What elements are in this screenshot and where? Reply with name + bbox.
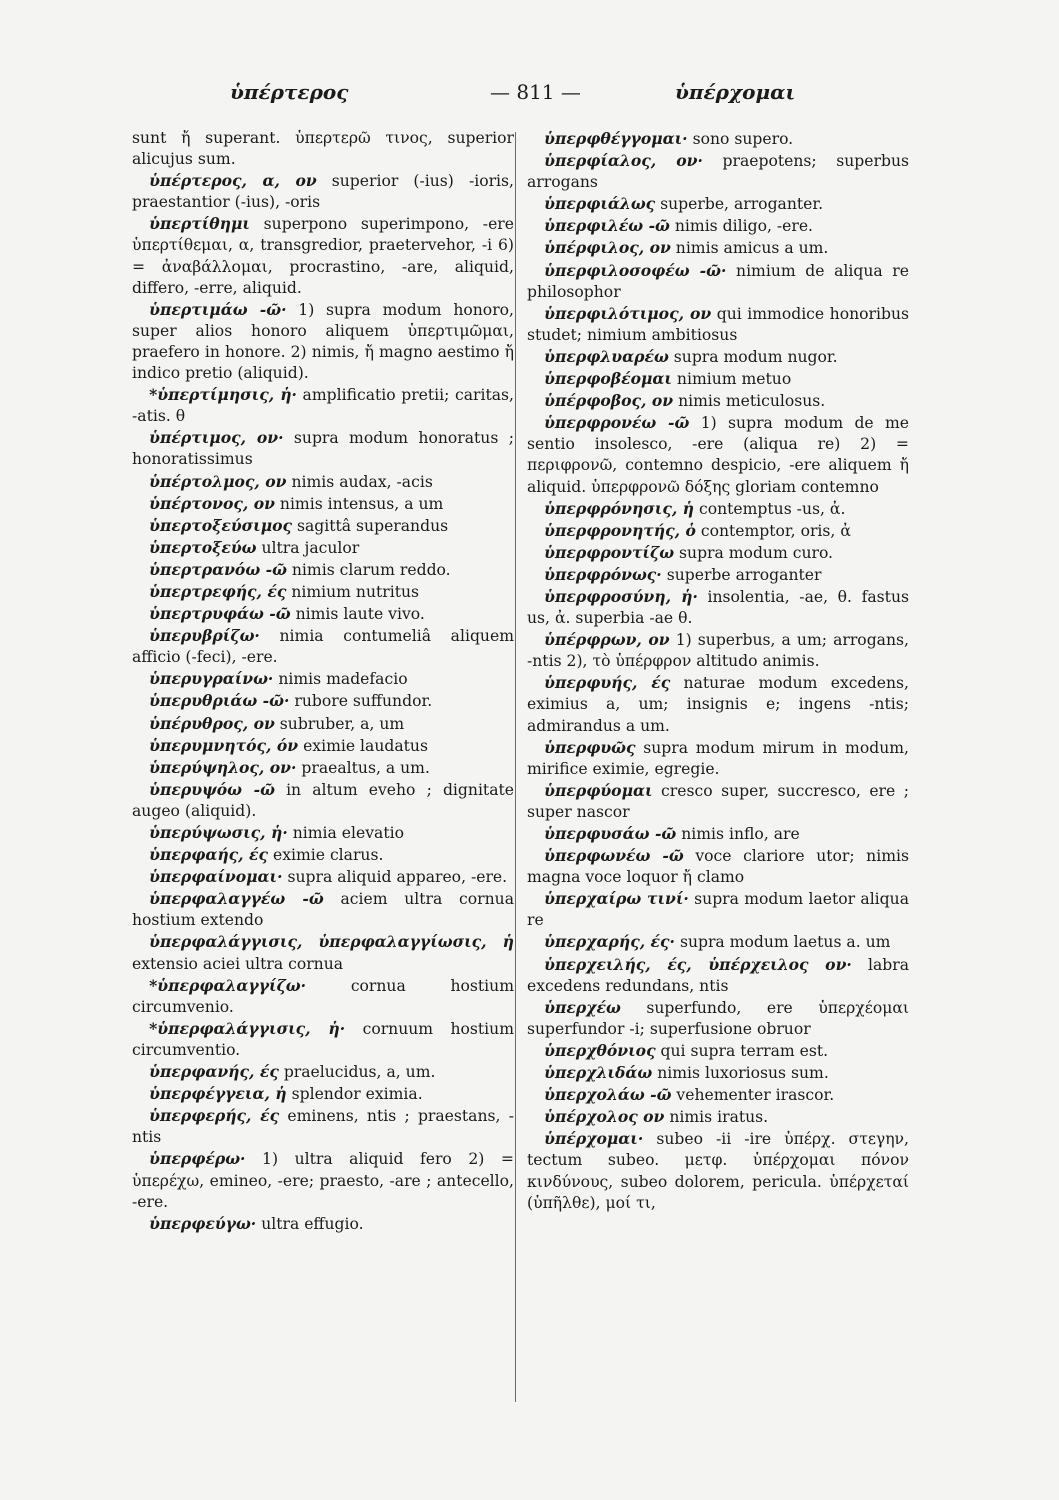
entry-headword: ὑπερυθριάω -ῶ·: [149, 691, 290, 711]
entry-definition: 1) supra modum honoro, super alios honoro aliquem ὑπερτιμῶμαι, praefero in honore. 2) nimis, ἤ magno aestimo ἤ indico pretio (aliquid).: [132, 300, 514, 383]
entry-definition: nimis meticulosus.: [678, 392, 826, 411]
entry-definition: 1) superbus, a um; arrogans, -ntis 2), τὸ ὑπέρφρον altitudo animis.: [527, 631, 909, 671]
entry-headword: *ὑπερφαλαγγίζω·: [149, 975, 307, 995]
dictionary-entry: [527, 954, 909, 997]
entry-headword: *ὑπερτίμησις, ἡ·: [149, 385, 297, 405]
entry-definition: praelucidus, a, um.: [283, 1063, 436, 1082]
entry-definition: naturae modum excedens, eximius a, um; insignis e; ingens -ntis; admirandus a um.: [527, 674, 909, 735]
dictionary-entry: [527, 128, 909, 150]
entry-headword: ὑπερτρυφάω -ῶ: [149, 604, 291, 624]
dictionary-entry: [132, 213, 514, 298]
dictionary-entry: [527, 823, 909, 845]
entry-headword: ὑπερφιλοσοφέω -ῶ·: [544, 260, 727, 280]
dictionary-entry: [527, 193, 909, 215]
dictionary-entry: [132, 690, 514, 712]
dictionary-entry: [132, 427, 514, 470]
entry-definition: sagittâ superandus: [297, 516, 449, 535]
entry-headword: ὑπέρχολος ον: [544, 1107, 665, 1127]
dictionary-entry: [132, 559, 514, 581]
dictionary-entry: [132, 1213, 514, 1235]
entry-headword: ὑπέρφρων, ον: [544, 630, 670, 650]
entry-definition: 1) supra modum de me sentio insolesco, -ere (aliqua re) 2) = περιφρονῶ, contemno despicio, -ere aliquem ἤ aliquid. ὑπερφρονῶ δόξης gloriam contemno: [527, 414, 909, 496]
entry-definition: nimium nutritus: [291, 582, 420, 601]
entry-definition: superbe arroganter: [666, 565, 822, 584]
entry-definition: sono supero.: [692, 130, 794, 148]
entry-headword: ὑπερύψηλος, ον·: [149, 757, 297, 777]
dictionary-entry: [132, 1148, 514, 1212]
entry-definition: supra modum curo.: [679, 543, 834, 562]
dictionary-entry: [527, 303, 909, 346]
entry-headword: ὑπέρφιλος, ον: [544, 238, 671, 258]
entry-definition: amplificatio pretii; caritas, -atis. θ: [132, 386, 514, 426]
entry-definition: nimia elevatio: [292, 824, 404, 842]
dictionary-entry: [132, 1105, 514, 1148]
dictionary-entry: [132, 170, 514, 213]
entry-headword: ὑπερφωνέω -ῶ: [544, 846, 684, 866]
dictionary-entry: [527, 215, 909, 237]
entry-definition: nimium metuo: [676, 370, 792, 389]
entry-headword: ὑπερφυής, ές: [544, 673, 671, 693]
entry-definition: nimis inflo, are: [681, 825, 800, 843]
entry-definition: eminens, ntis ; praestans, -ntis: [132, 1107, 514, 1147]
entry-definition: contemptor, oris, ἀ: [700, 521, 851, 540]
right-column: [527, 128, 909, 1418]
entry-headword: ὑπερφιάλως: [544, 194, 656, 214]
dictionary-entry: [527, 237, 909, 259]
entry-definition: cornua hostium circumvenio.: [132, 976, 514, 1016]
entry-definition: nimis madefacio: [278, 670, 408, 689]
entry-definition: qui supra terram est.: [660, 1041, 829, 1060]
dictionary-entry: [132, 299, 514, 384]
page-number: — 811 —: [490, 80, 581, 104]
dictionary-entry: [527, 150, 909, 193]
dictionary-entry: [527, 737, 909, 780]
entry-headword: ὑπερφυῶς: [544, 737, 636, 757]
entry-headword: ὑπερφεύγω·: [149, 1213, 257, 1233]
entry-definition: nimis luxoriosus sum.: [657, 1064, 829, 1083]
entry-definition: superfundo, ere ὑπερχέομαι superfundor -i; superfusione obruor: [527, 998, 909, 1038]
entry-headword: ὑπέρτιμος, ον·: [149, 428, 284, 448]
entry-definition: praepotens; superbus arrogans: [527, 152, 909, 192]
entry-headword: ὑπερτίθημι: [149, 214, 250, 234]
dictionary-entry: [132, 822, 514, 844]
entry-headword: ὑπερφιλότιμος, ον: [544, 303, 712, 323]
dictionary-entry: [527, 368, 909, 390]
entry-definition: nimis diligo, -ere.: [674, 217, 814, 236]
dictionary-entry: [527, 888, 909, 931]
entry-headword: ὑπέρτερος, α, ον: [149, 171, 317, 191]
dictionary-entry: [527, 260, 909, 303]
dictionary-entry: [132, 844, 514, 866]
entry-definition: labra excedens redundans, ntis: [527, 955, 909, 995]
entry-headword: ὑπερτοξεύσιμος: [149, 515, 293, 535]
dictionary-entry: [132, 735, 514, 757]
dictionary-entry: [132, 493, 514, 515]
dictionary-entry: [132, 713, 514, 735]
entry-definition: splendor eximia.: [291, 1085, 423, 1104]
entry-headword: ὑπέρφοβος, ον: [544, 391, 674, 411]
entry-headword: ὑπερφρονητής, ὁ: [544, 520, 696, 540]
dictionary-entry: [527, 1062, 909, 1084]
entry-headword: ὑπερχαρής, ές·: [544, 932, 675, 952]
dictionary-entry: [132, 581, 514, 603]
dictionary-entry: [527, 780, 909, 823]
dictionary-entry: [527, 498, 909, 520]
entry-definition: ultra jaculor: [261, 538, 360, 557]
entry-definition: extensio aciei ultra cornua: [132, 954, 344, 973]
entry-definition: praealtus, a um.: [301, 758, 430, 777]
entry-definition: nimia contumeliâ aliquem afficio (-feci), -ere.: [132, 627, 514, 667]
dictionary-entry: [132, 931, 514, 974]
dictionary-entry: [527, 931, 909, 953]
entry-headword: ὑπερφρονέω -ῶ: [544, 413, 690, 433]
entry-definition: eximie laudatus: [303, 736, 428, 755]
dictionary-entry: [527, 520, 909, 542]
entry-definition: nimis intensus, a um: [279, 494, 444, 513]
dictionary-entry: [527, 672, 909, 736]
entry-headword: ὑπερφρόνησις, ἡ: [544, 498, 695, 518]
dictionary-entry: [527, 845, 909, 888]
entry-headword: ὑπερφαής, ές: [149, 845, 269, 865]
entry-headword: ὑπέρτολμος, ον: [149, 471, 287, 491]
entry-headword: ὑπερφλυαρέω: [544, 346, 669, 366]
entry-definition: cresco super, succresco, ere ; super nascor: [527, 781, 909, 821]
left-guide-word: ὑπέρτερος: [230, 80, 349, 104]
dictionary-entry: [132, 888, 514, 931]
entry-definition: eximie clarus.: [272, 846, 384, 865]
dictionary-entry: [527, 346, 909, 368]
dictionary-entry: [132, 128, 514, 170]
entry-headword: ὑπερχλιδάω: [544, 1063, 653, 1083]
entry-definition: 1) ultra aliquid fero 2) = ὑπερέχω, emineo, -ere; praesto, -are ; antecello, -ere.: [132, 1150, 514, 1211]
left-column: [132, 128, 514, 1418]
entry-definition: supra modum mirum in modum, mirifice eximie, egregie.: [527, 738, 909, 778]
entry-headword: ὑπερχειλής, ές, ὑπέρχειλος ον·: [544, 954, 852, 974]
entry-headword: ὑπερφθέγγομαι·: [544, 129, 688, 148]
dictionary-entry: [527, 629, 909, 672]
dictionary-entry: [132, 668, 514, 690]
entry-definition: subruber, a, um: [279, 714, 405, 733]
entry-headword: ὑπερτοξεύω: [149, 537, 257, 557]
entry-definition: vehementer irascor.: [676, 1086, 835, 1105]
entry-headword: ὑπερφαίνομαι·: [149, 867, 283, 887]
dictionary-entry: [527, 1128, 909, 1213]
entry-definition: sunt ἤ superant. ὑπερτερῶ τινος, superior alicujus sum.: [132, 129, 514, 169]
entry-headword: ὑπερφιλέω -ῶ: [544, 216, 670, 236]
entry-headword: ὑπερυβρίζω·: [149, 626, 260, 646]
dictionary-entry: [527, 542, 909, 564]
page-header: [130, 80, 950, 110]
dictionary-entry: [132, 1083, 514, 1105]
entry-headword: ὑπερφροσύνη, ἡ·: [544, 586, 698, 606]
entry-headword: ὑπερφαλαγγέω -ῶ: [149, 889, 324, 909]
dictionary-entry: [132, 757, 514, 779]
dictionary-entry: [132, 384, 514, 427]
dictionary-entry: [527, 1106, 909, 1128]
dictionary-entry: [132, 1061, 514, 1083]
dictionary-entry: [132, 625, 514, 668]
entry-definition: insolentia, -ae, θ. fastus us, ἀ. superbia -ae θ.: [527, 587, 909, 628]
entry-headword: ὑπερφροντίζω: [544, 542, 675, 562]
entry-headword: ὑπερφοβέομαι: [544, 369, 672, 389]
entry-headword: ὑπερχαίρω τινί·: [544, 889, 689, 909]
entry-headword: ὑπερτρεφής, ές: [149, 581, 287, 601]
right-guide-word: ὑπέρχομαι: [675, 80, 796, 104]
entry-headword: ὑπέρχομαι·: [544, 1129, 644, 1149]
dictionary-entry: [527, 1040, 909, 1062]
entry-definition: contemptus -us, ἀ.: [698, 499, 846, 518]
entry-definition: superbe, arroganter.: [660, 195, 824, 214]
entry-headword: ὑπερύψωσις, ἡ·: [149, 823, 288, 842]
dictionary-entry: [132, 537, 514, 559]
entry-definition: supra modum laetor aliqua re: [527, 890, 909, 930]
dictionary-entry: [132, 515, 514, 537]
entry-definition: nimis audax, -acis: [291, 472, 433, 491]
dictionary-entry: [527, 564, 909, 586]
entry-definition: voce clariore utor; nimis magna voce loquor ἤ clamo: [527, 847, 909, 887]
entry-definition: cornuum hostium circumventio.: [132, 1019, 514, 1059]
entry-definition: superior (-ius) -ioris, praestantior (-ius), -oris: [132, 172, 514, 212]
dictionary-entry: [132, 866, 514, 888]
entry-headword: ὑπερχέω: [544, 997, 621, 1017]
entry-headword: ὑπερτιμάω -ῶ·: [149, 299, 287, 319]
entry-definition: nimis laute vivo.: [295, 605, 425, 624]
entry-headword: ὑπερφίαλος, ον·: [544, 151, 703, 171]
entry-headword: ὑπερφύομαι: [544, 780, 653, 800]
dictionary-entry: [527, 412, 909, 497]
entry-definition: nimium de aliqua re philosophor: [527, 261, 909, 301]
entry-headword: ὑπερφαλάγγισις, ὑπερφαλαγγίωσις, ἡ: [149, 932, 514, 952]
dictionary-entry: [132, 603, 514, 625]
entry-headword: ὑπερυγραίνω·: [149, 669, 274, 689]
dictionary-entry: [527, 1084, 909, 1106]
entry-definition: supra modum laetus a. um: [679, 933, 891, 952]
entry-headword: ὑπέρτονος, ον: [149, 493, 275, 513]
entry-headword: ὑπερτρανόω -ῶ: [149, 559, 287, 579]
entry-definition: supra modum nugor.: [673, 347, 838, 366]
entry-headword: ὑπερχθόνιος: [544, 1040, 656, 1060]
entry-headword: *ὑπερφαλάγγισις, ἡ·: [149, 1018, 346, 1038]
entry-headword: ὑπερφυσάω -ῶ: [544, 824, 677, 843]
dictionary-entry: [132, 779, 514, 822]
dictionary-entry: [527, 390, 909, 412]
entry-definition: ultra effugio.: [261, 1214, 364, 1233]
dictionary-entry: [527, 586, 909, 629]
entry-definition: supra aliquid appareo, -ere.: [287, 868, 508, 887]
entry-headword: ὑπερυμνητός, όν: [149, 735, 299, 755]
entry-definition: superpono superimpono, -ere ὑπερτίθεμαι, α, transgredior, praetervehor, -i 6) = ἀναβάλλομαι, procrastino, -are, aliquid, differo, -erre, aliquid.: [132, 215, 514, 297]
entry-definition: nimis amicus a um.: [675, 239, 829, 258]
entry-definition: supra modum honoratus ; honoratissimus: [132, 429, 514, 469]
entry-definition: nimis clarum reddo.: [291, 560, 451, 579]
entry-definition: rubore suffundor.: [294, 692, 433, 711]
entry-headword: ὑπερφερής, ές: [149, 1106, 280, 1126]
entry-headword: ὑπερφέγγεια, ἡ: [149, 1084, 287, 1104]
entry-headword: ὑπερφανής, ές: [149, 1062, 279, 1082]
entry-headword: ὑπέρυθρος, ον: [149, 713, 275, 733]
dictionary-entry: [132, 471, 514, 493]
column-divider: [515, 132, 516, 1402]
entry-headword: ὑπερφρόνως·: [544, 564, 662, 584]
dictionary-entry: [132, 1018, 514, 1061]
dictionary-entry: [527, 997, 909, 1040]
entry-definition: subeo -ii -ire ὑπέρχ. στεγην, tectum subeo. μετφ. ὑπέρχομαι πόνον κινδύνους, subeo dolorem, pericula. ὑπέρχεταί (ὑπῆλθε), μοί τι,: [527, 1130, 909, 1212]
entry-headword: ὑπερυψόω -ῶ: [149, 779, 275, 799]
entry-definition: nimis iratus.: [669, 1108, 769, 1127]
entry-definition: in altum eveho ; dignitate augeo (aliquid).: [132, 780, 514, 820]
entry-headword: ὑπερχολάω -ῶ: [544, 1085, 672, 1105]
dictionary-entry: [132, 975, 514, 1018]
entry-definition: qui immodice honoribus studet; nimium ambitiosus: [527, 304, 909, 344]
entry-headword: ὑπερφέρω·: [149, 1149, 246, 1169]
entry-definition: aciem ultra cornua hostium extendo: [132, 890, 514, 930]
